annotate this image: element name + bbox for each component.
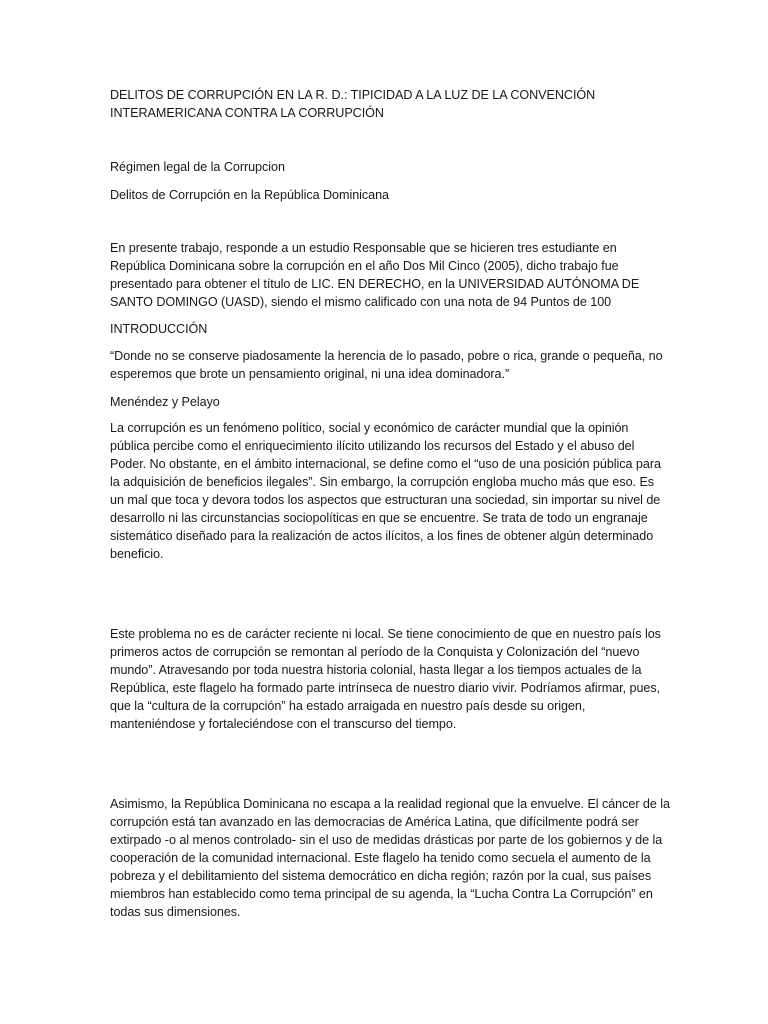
paragraph-1: La corrupción es un fenómeno político, social y económico de carácter mundial que la opinión pública percibe como el enriquecimiento ilícito utilizando los recursos del Estado y el abuso del Poder. No obstante, en el ámbito internacional, se define como el “uso de una posición pública para la adquisición de beneficios ilegales”. Sin embargo, la corrupción engloba mucho más que eso. Es un mal que toca y devora todos los aspectos que estructuran una sociedad, sin importar su nivel de desarrollo ni las circunstancias sociopolíticas en que se encuentre. Se trata de todo un engranaje sistemático diseñado para la realización de actos ilícitos, a los fines de obtener algún determinado beneficio. xyxy=(110,421,661,561)
paragraph-2: Este problema no es de carácter reciente ni local. Se tiene conocimiento de que en nuestro país los primeros actos de corrupción se remontan al período de la Conquista y Colonización del “nuevo mundo”. Atravesando por toda nuestra historia colonial, hasta llegar a los tiempos actuales de la República, este flagelo ha formado parte intrínseca de nuestro diario vivir. Podríamos afirmar, pues, que la “cultura de la corrupción” ha estado arraigada en nuestro país desde su origen, manteniéndose y fortaleciéndose con el transcurso del tiempo. xyxy=(110,627,661,731)
heading-introduccion: INTRODUCCIÓN xyxy=(110,322,208,336)
paragraph-presentacion-trabajo: En presente trabajo, responde a un estudio Responsable que se hicieren tres estudiante en República Dominicana sobre la corrupción en el año Dos Mil Cinco (2005), dicho trabajo fue presentado para obtener el título de LIC. EN DERECHO, en la UNIVERSIDAD AUTÓNOMA DE SANTO DOMINGO (UASD), siendo el mismo calificado con una nota de 94 Puntos de 100 xyxy=(110,241,640,309)
heading-regimen-legal: Régimen legal de la Corrupcion xyxy=(110,160,285,174)
epigraph-author: Menéndez y Pelayo xyxy=(110,395,220,409)
document-title: DELITOS DE CORRUPCIÓN EN LA R. D.: TIPICIDAD A LA LUZ DE LA CONVENCIÓN INTERAMERICANA CONTRA LA CORRUPCIÓN xyxy=(110,88,596,120)
paragraph-3: Asimismo, la República Dominicana no escapa a la realidad regional que la envuelve. El cáncer de la corrupción está tan avanzado en las democracias de América Latina, que difícilmente podrá ser extirpado -o al menos controlado- sin el uso de medidas drásticas por parte de los gobiernos y de la cooperación de la comunidad internacional. Este flagelo ha tenido como secuela el aumento de la pobreza y el debilitamiento del sistema democrático en dicha región; razón por la cual, sus países miembros han establecido como tema principal de su agenda, la “Lucha Contra La Corrupción” en todas sus dimensiones. xyxy=(110,797,670,919)
heading-delitos-corrupcion: Delitos de Corrupción en la República Dominicana xyxy=(110,188,390,202)
epigraph-quote: “Donde no se conserve piadosamente la herencia de lo pasado, pobre o rica, grande o pequeña, no esperemos que brote un pensamiento original, ni una idea dominadora.” xyxy=(110,349,663,381)
